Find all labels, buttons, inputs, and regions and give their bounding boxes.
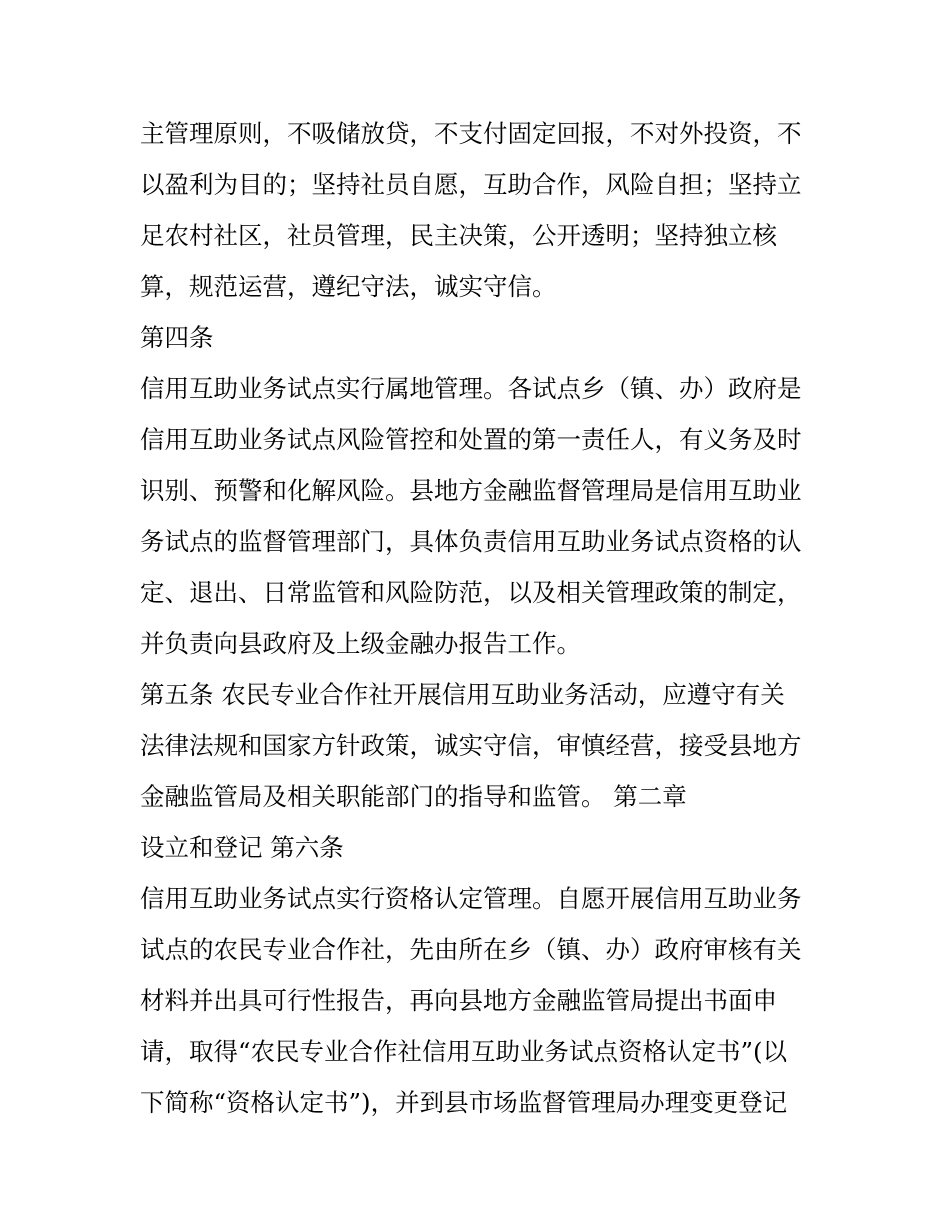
- text-line: 以盈利为目的；坚持社员自愿，互助合作，风险自担；坚持立: [140, 170, 802, 199]
- text-line: 设立和登记 第六条: [140, 833, 344, 862]
- text-line: 算，规范运营，遵纪守法，诚实守信。: [140, 272, 557, 301]
- text-line: 请，取得“农民专业合作社信用互助业务试点资格认定书”(以: [140, 1037, 788, 1066]
- text-line: 并负责向县政府及上级金融办报告工作。: [140, 629, 581, 658]
- text-line: 信用互助业务试点风险管控和处置的第一责任人，有义务及时: [140, 425, 802, 454]
- text-line: 定、退出、日常监管和风险防范，以及相关管理政策的制定，: [140, 578, 802, 607]
- text-line: 试点的农民专业合作社，先由所在乡（镇、办）政府审核有关: [140, 935, 802, 964]
- text-line: 材料并出具可行性报告，再向县地方金融监管局提出书面申: [140, 986, 777, 1015]
- text-line: 务试点的监督管理部门，具体负责信用互助业务试点资格的认: [140, 527, 802, 556]
- document-body: [140, 108, 820, 1128]
- article-heading: 第四条: [140, 323, 214, 352]
- text-line: 主管理原则，不吸储放贷，不支付固定回报，不对外投资，不: [140, 119, 802, 148]
- text-line: 金融监管局及相关职能部门的指导和监管。 第二章: [140, 782, 687, 811]
- text-line: 第五条 农民专业合作社开展信用互助业务活动，应遵守有关: [140, 680, 785, 709]
- text-line: 法律法规和国家方针政策，诚实守信，审慎经营，接受县地方: [140, 731, 802, 760]
- text-line: 识别、预警和化解风险。县地方金融监督管理局是信用互助业: [140, 476, 802, 505]
- text-line: 信用互助业务试点实行属地管理。各试点乡（镇、办）政府是: [140, 374, 802, 403]
- text-line: 信用互助业务试点实行资格认定管理。自愿开展信用互助业务: [140, 884, 802, 913]
- text-line: 下简称“资格认定书”)，并到县市场监督管理局办理变更登记: [140, 1088, 788, 1117]
- text-line: 足农村社区，社员管理，民主决策，公开透明；坚持独立核: [140, 221, 777, 250]
